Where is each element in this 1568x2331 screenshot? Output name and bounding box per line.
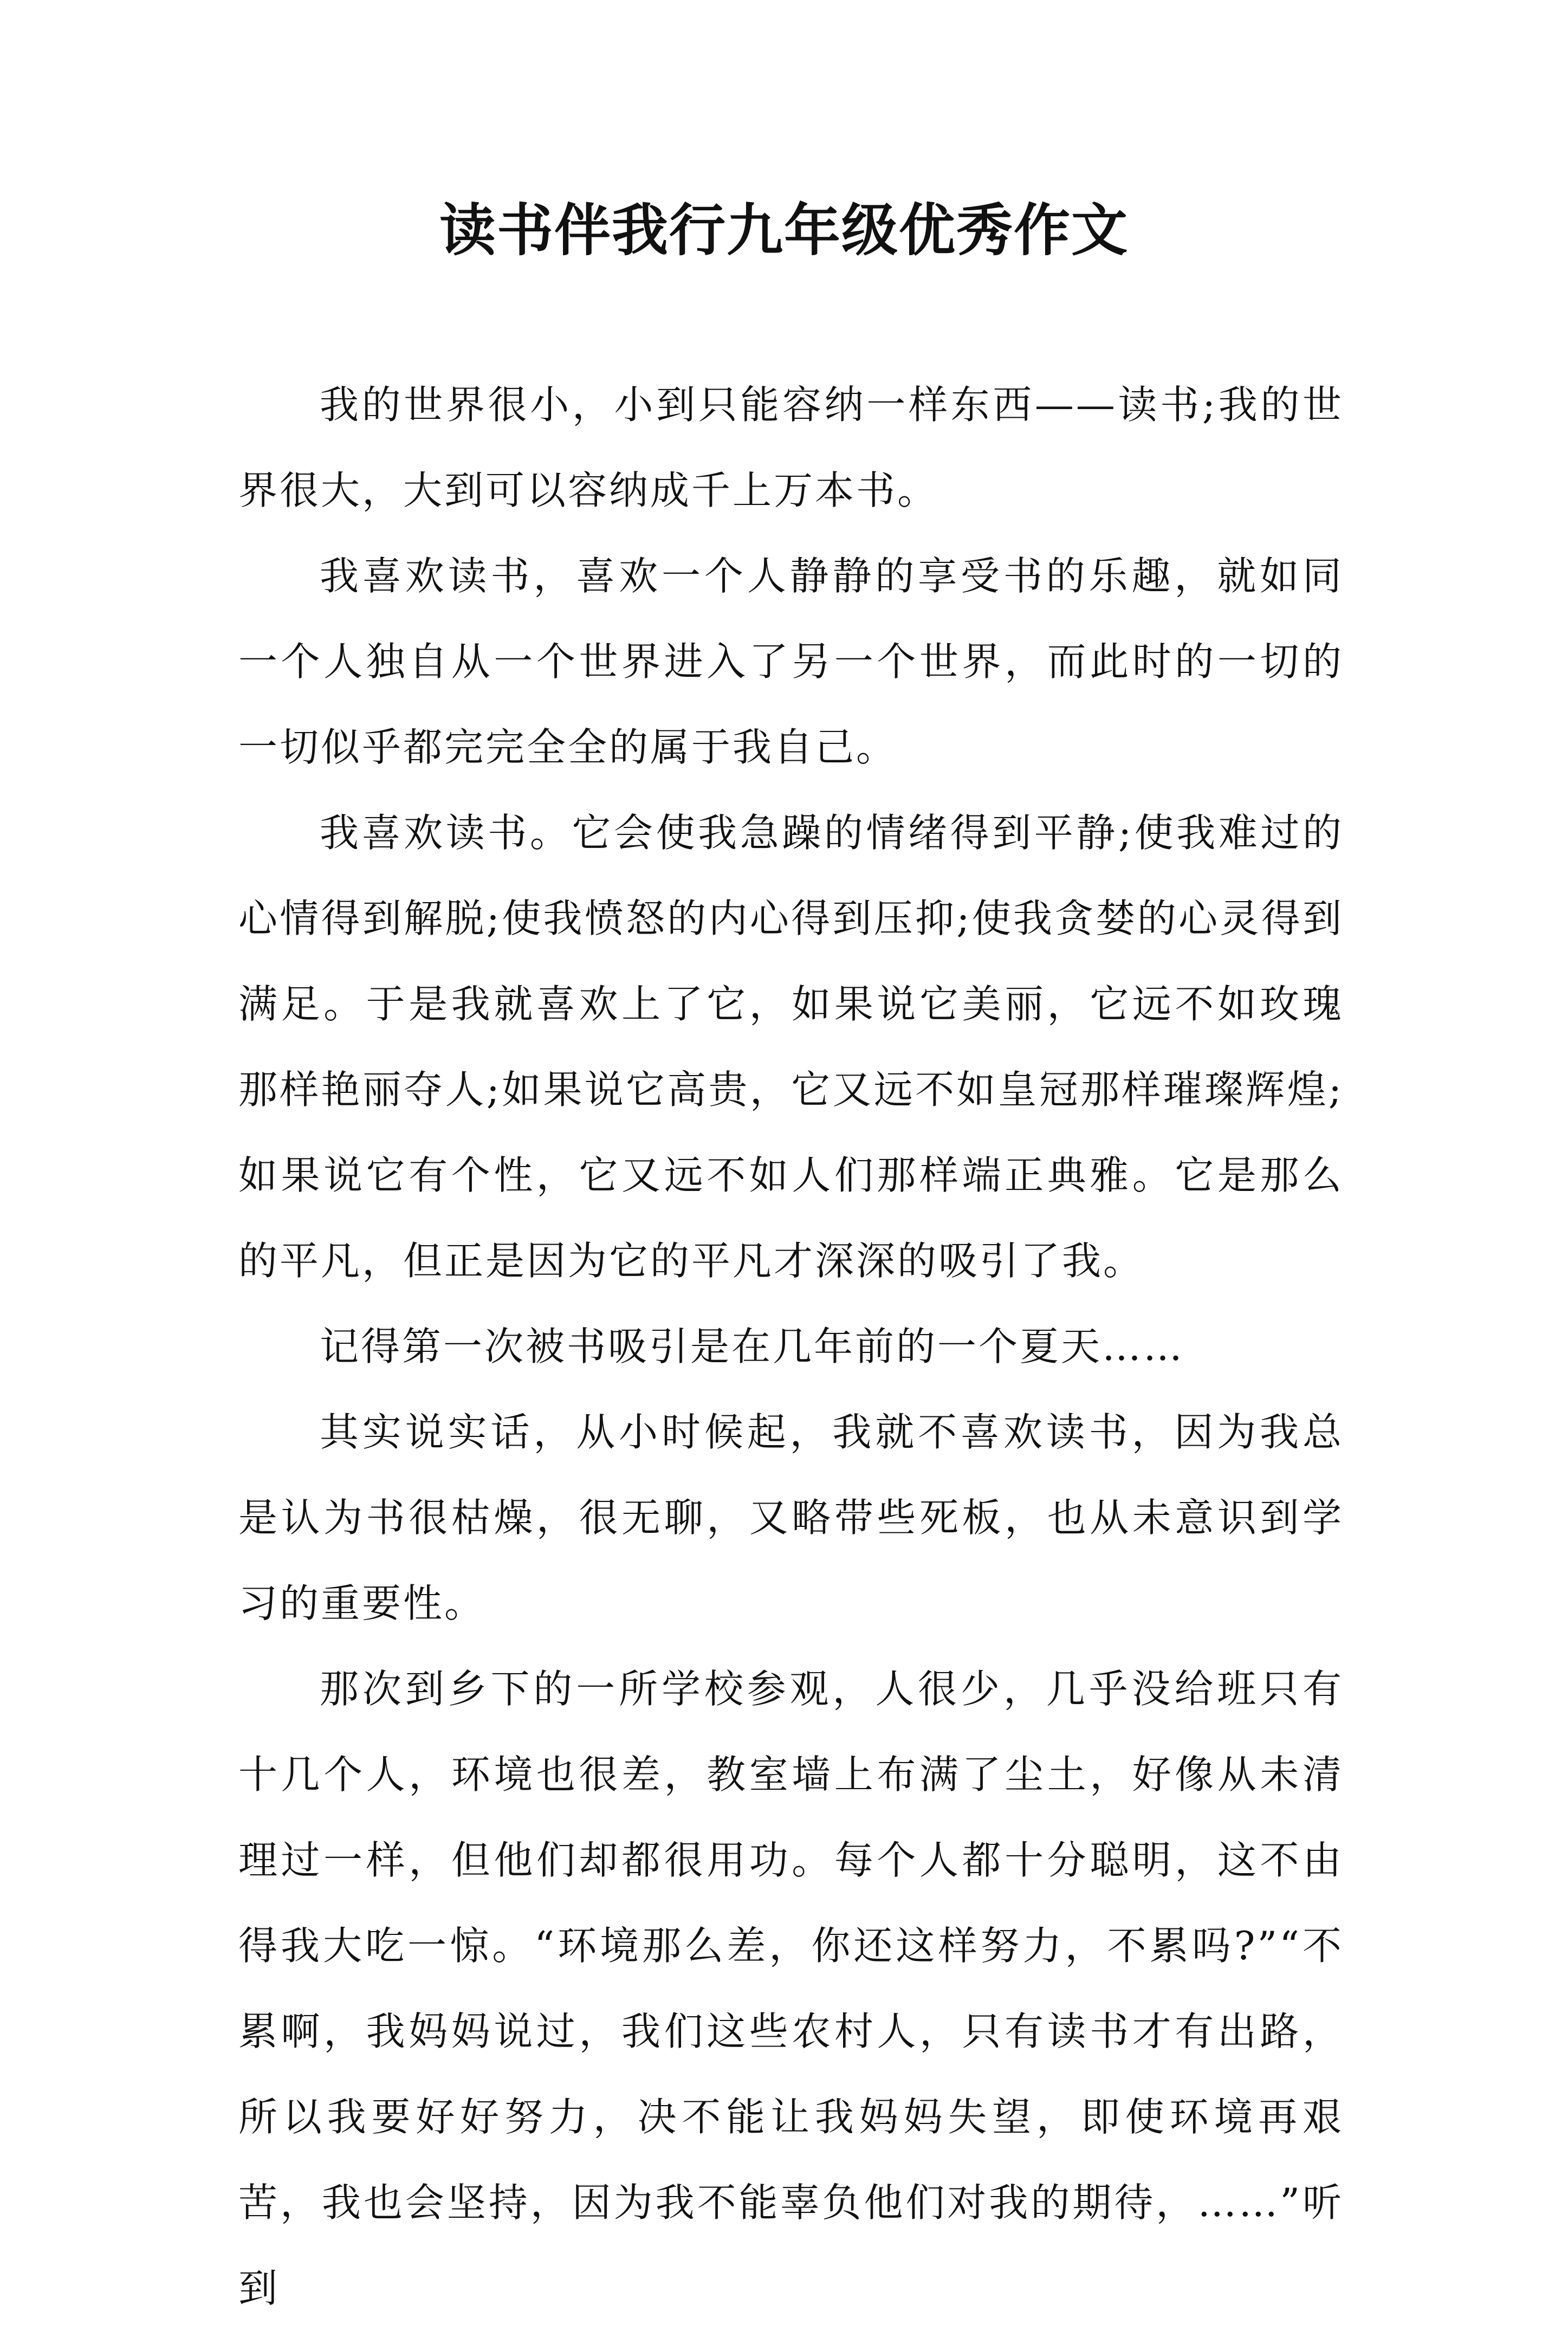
paragraph-6: 那次到乡下的一所学校参观，人很少，几乎没给班只有十几个人，环境也很差，教室墙上布满了尘土，好像从未清理过一样，但他们却都很用功。每个人都十分聪明，这不由得我大吃一惊。“环境那么差，你还这样努力，不累吗?”“不累啊，我妈妈说过，我们这些农村人，只有读书才有出路，所以我要好好努力，决不能让我妈妈失望，即使环境再艰苦，我也会坚持，因为我不能辜负他们对我的期待，……”听到 — [238, 1666, 1344, 2311]
document-title: 读书伴我行九年级优秀作文 — [439, 197, 1129, 263]
paragraph-1: 我的世界很小，小到只能容纳一样东西——读书;我的世界很大，大到可以容纳成千上万本书。 — [238, 382, 1344, 513]
paragraph-5: 其实说实话，从小时候起，我就不喜欢读书，因为我总是认为书很枯燥，很无聊，又略带些死板，也从未意识到学习的重要性。 — [238, 1409, 1344, 1626]
document-body — [238, 362, 1344, 2331]
paragraph-2: 我喜欢读书，喜欢一个人静静的享受书的乐趣，就如同一个人独自从一个世界进入了另一个世界，而此时的一切的一切似乎都完完全全的属于我自己。 — [238, 553, 1344, 770]
paragraph-3: 我喜欢读书。它会使我急躁的情绪得到平静;使我难过的心情得到解脱;使我愤怒的内心得到压抑;使我贪婪的心灵得到满足。于是我就喜欢上了它，如果说它美丽，它远不如玫瑰那样艳丽夺人;如果说它高贵，它又远不如皇冠那样璀璨辉煌;如果说它有个性，它又远不如人们那样端正典雅。它是那么的平凡，但正是因为它的平凡才深深的吸引了我。 — [238, 810, 1344, 1284]
paragraph-4: 记得第一次被书吸引是在几年前的一个夏天…… — [320, 1324, 1185, 1369]
